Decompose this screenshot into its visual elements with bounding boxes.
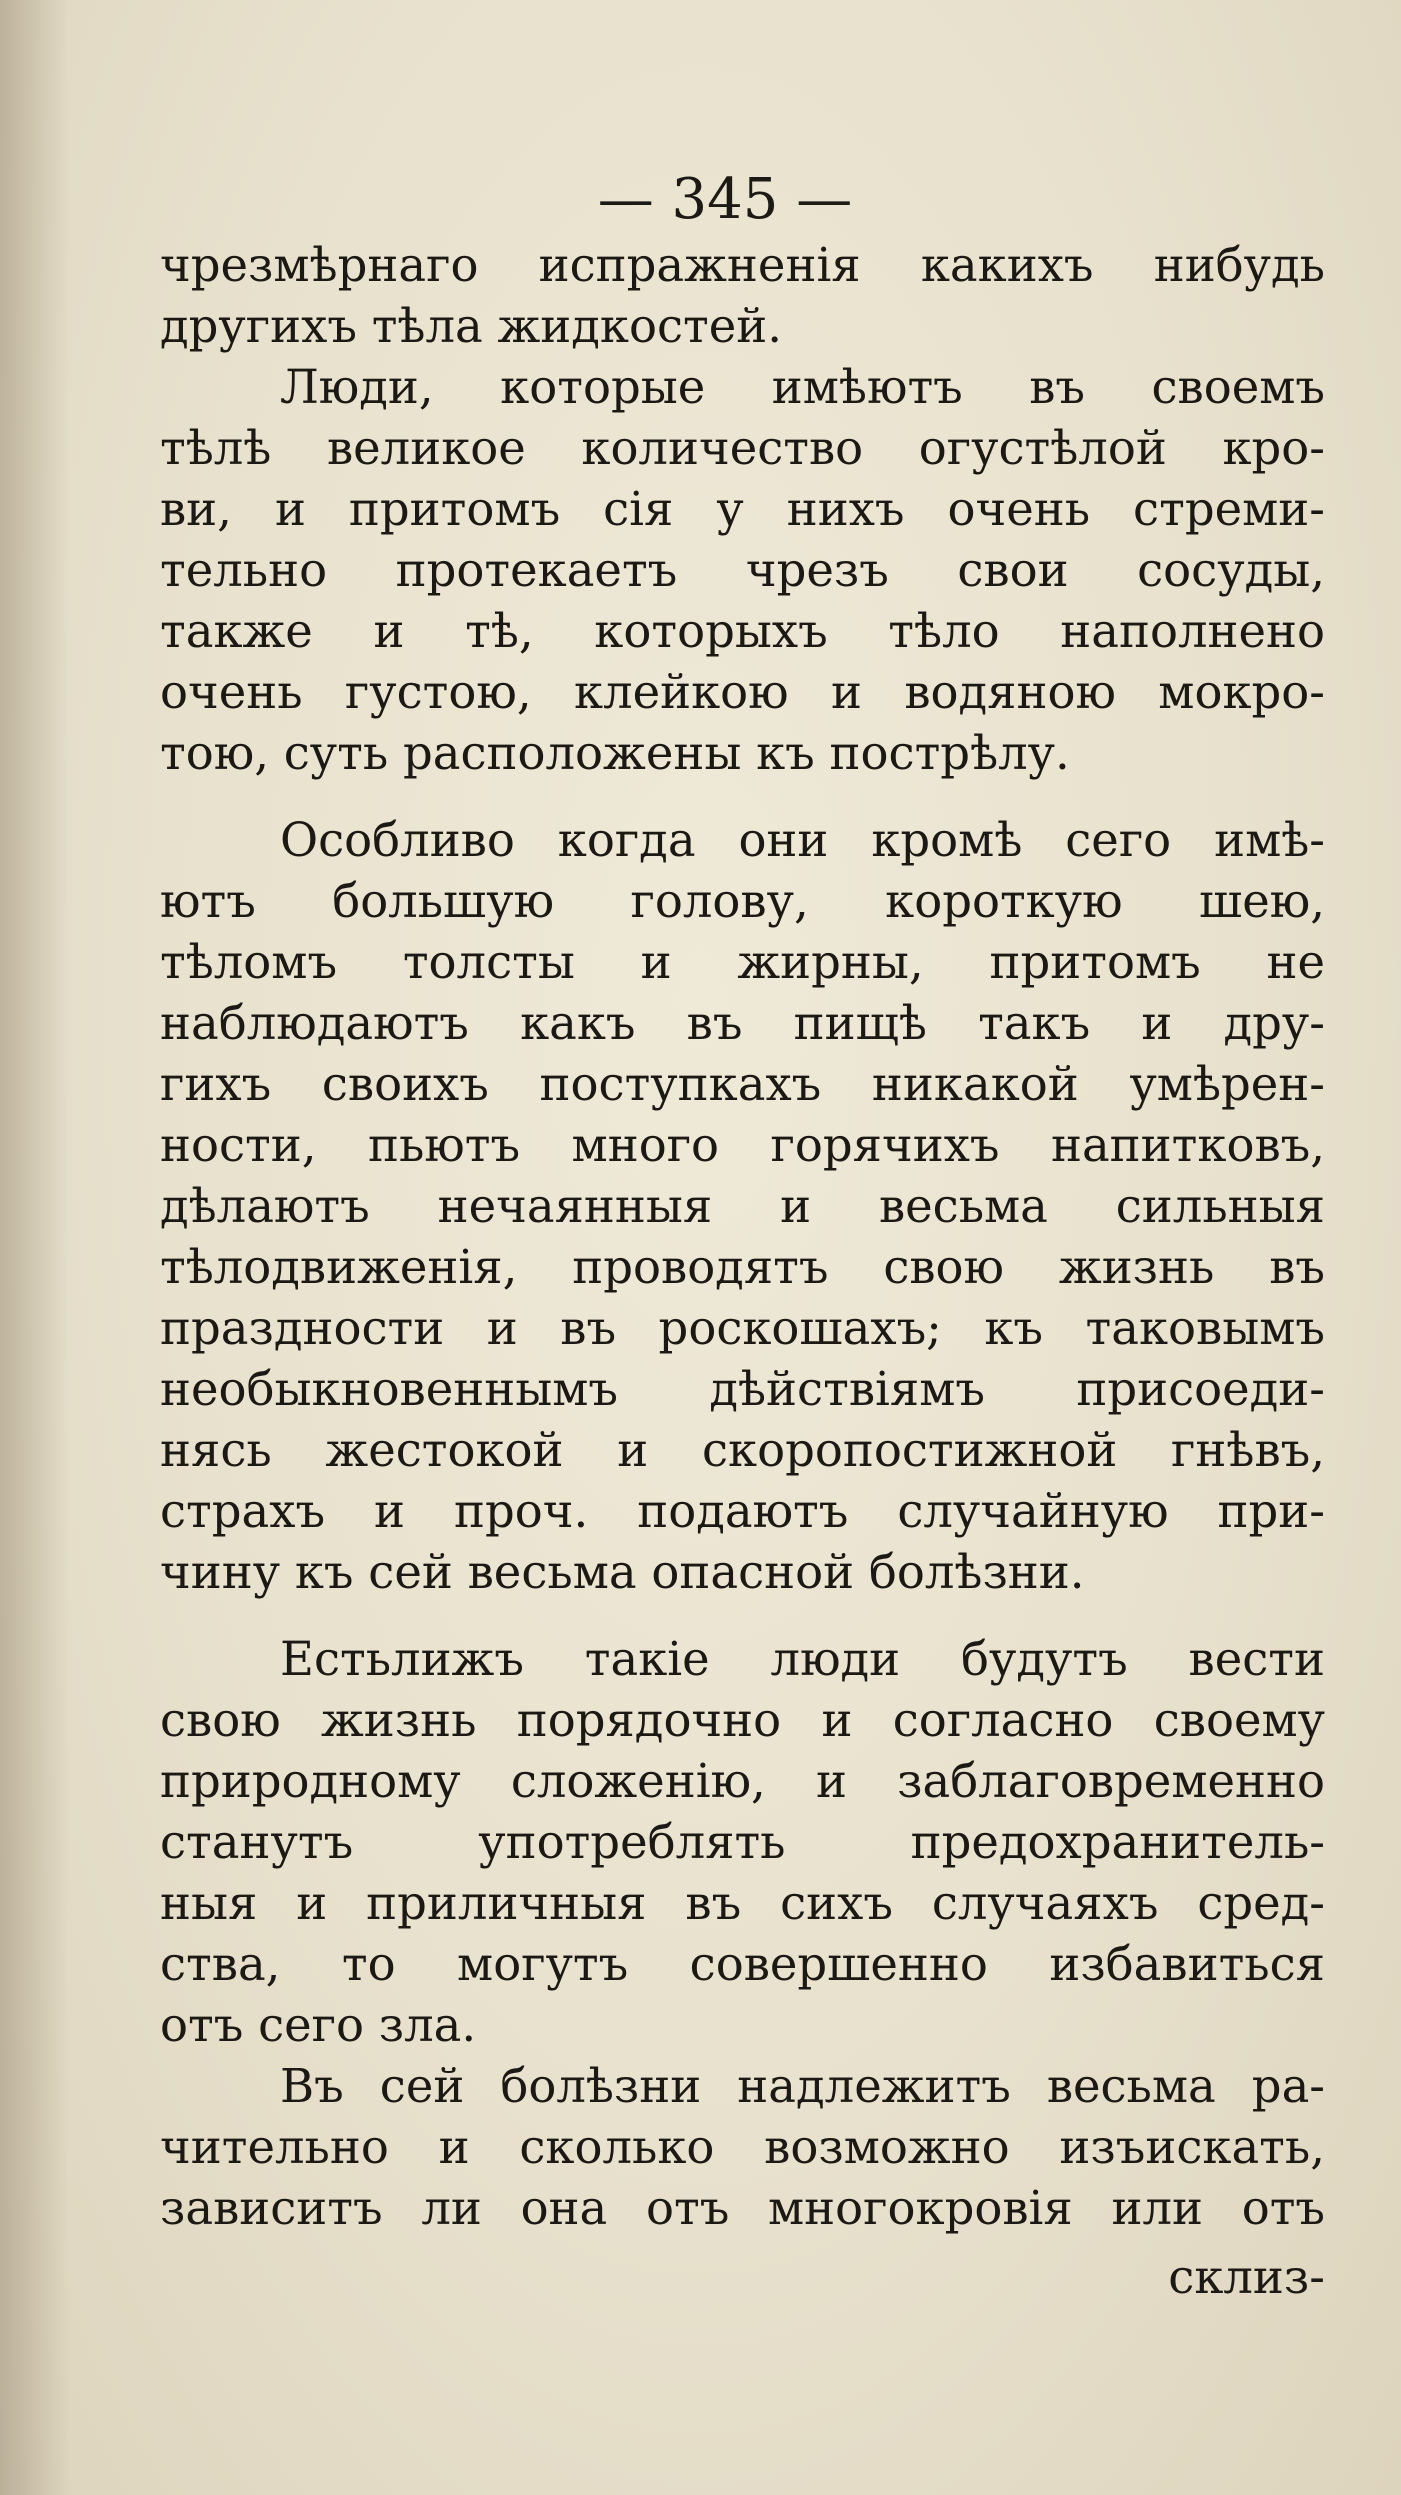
text-line: гихъ своихъ поступкахъ никакой умѣрен- xyxy=(160,1057,1325,1111)
text-line: ютъ большую голову, короткую шею, xyxy=(160,874,1325,928)
text-line: другихъ тѣла жидкостей. xyxy=(160,299,783,353)
page-gutter-shadow xyxy=(0,0,70,2495)
text-line: нясь жестокой и скоропостижной гнѣвъ, xyxy=(160,1423,1325,1477)
text-line: очень густою, клейкою и водяною мокро- xyxy=(160,665,1325,719)
text-line: тельно протекаетъ чрезъ свои сосуды, xyxy=(160,543,1325,597)
text-line: Естьлижъ такіе люди будутъ вести xyxy=(280,1632,1325,1686)
text-line: чрезмѣрнаго испражненія какихъ нибудь xyxy=(160,238,1325,292)
body-text xyxy=(160,235,1325,2308)
text-line: отъ сего зла. xyxy=(160,1998,477,2052)
catchword: склиз- xyxy=(1168,2250,1325,2304)
text-line: также и тѣ, которыхъ тѣло наполнено xyxy=(160,604,1325,658)
text-line: станутъ употреблять предохранитель- xyxy=(160,1815,1325,1869)
text-line: ныя и приличныя въ сихъ случаяхъ сред- xyxy=(160,1876,1325,1930)
text-line: природному сложенію, и заблаговременно xyxy=(160,1754,1325,1808)
text-line: тѣлѣ великое количество огустѣлой кро- xyxy=(160,421,1325,475)
text-line: дѣлаютъ нечаянныя и весьма сильныя xyxy=(160,1179,1325,1233)
page-number: — 345 — xyxy=(597,167,853,232)
text-line: зависитъ ли она отъ многокровія или отъ xyxy=(160,2181,1325,2235)
paragraph xyxy=(160,235,1325,357)
text-line: наблюдаютъ какъ въ пищѣ такъ и дру- xyxy=(160,996,1325,1050)
text-line: тою, суть расположены къ пострѣлу. xyxy=(160,726,1070,780)
text-line: ства, то могутъ совершенно избавиться xyxy=(160,1937,1325,1991)
paragraph xyxy=(160,1629,1325,2056)
paragraph-gap xyxy=(160,1603,1325,1629)
text-line: Особливо когда они кромѣ сего имѣ- xyxy=(280,813,1325,867)
text-line: страхъ и проч. подаютъ случайную при- xyxy=(160,1484,1325,1538)
text-line: Въ сей болѣзни надлежитъ весьма ра- xyxy=(280,2059,1325,2113)
paragraph-gap xyxy=(160,784,1325,810)
text-line: чительно и сколько возможно изъискать, xyxy=(160,2120,1325,2174)
text-line: Люди, которые имѣютъ въ своемъ xyxy=(280,360,1325,414)
text-line: свою жизнь порядочно и согласно своему xyxy=(160,1693,1325,1747)
paragraph xyxy=(160,810,1325,1603)
text-line: ви, и притомъ сія у нихъ очень стреми- xyxy=(160,482,1325,536)
text-line: необыкновеннымъ дѣйствіямъ присоеди- xyxy=(160,1362,1325,1416)
text-line: тѣлодвиженія, проводятъ свою жизнь въ xyxy=(160,1240,1325,1294)
text-line: чину къ сей весьма опасной болѣзни. xyxy=(160,1545,1085,1599)
text-line: ности, пьютъ много горячихъ напитковъ, xyxy=(160,1118,1325,1172)
text-line: праздности и въ роскошахъ; къ таковымъ xyxy=(160,1301,1325,1355)
paragraph xyxy=(160,2056,1325,2239)
text-line: тѣломъ толсты и жирны, притомъ не xyxy=(160,935,1325,989)
paragraph xyxy=(160,357,1325,784)
